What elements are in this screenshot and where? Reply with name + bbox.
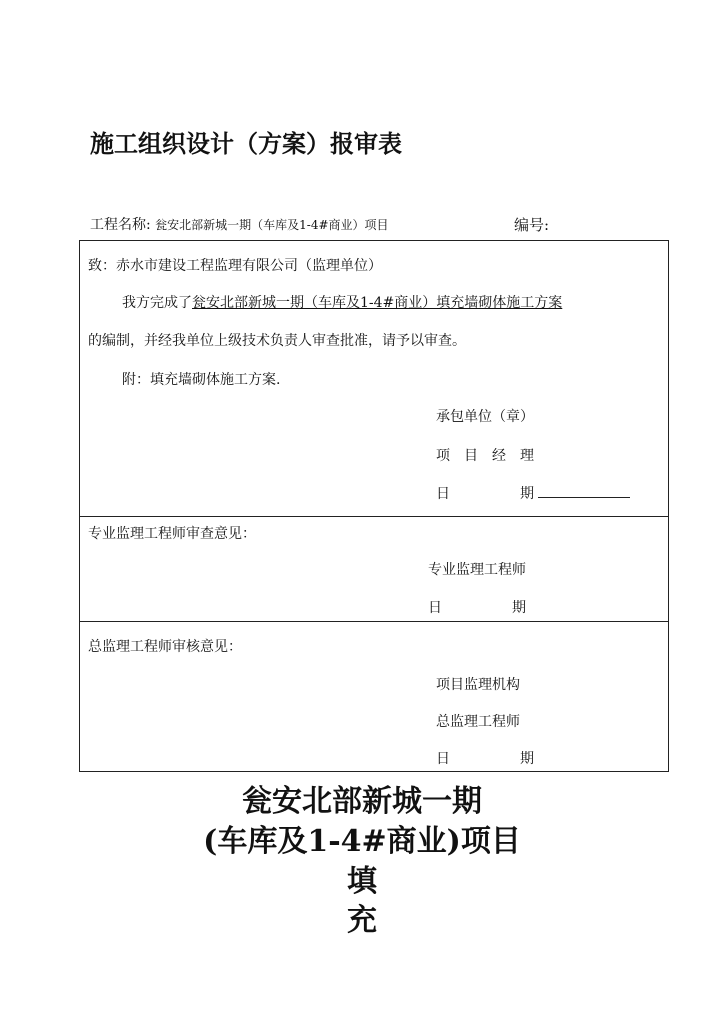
date-label: 日 期 (436, 486, 534, 502)
approval-form-table (79, 240, 669, 772)
addressee: 致：赤水市建设工程监理有限公司（监理单位） (88, 258, 382, 274)
number-label: 编号: (514, 216, 550, 234)
date-row (436, 483, 630, 503)
statement-intro: 我方完成了 (122, 295, 192, 311)
project-name-row (90, 214, 389, 234)
cover-title-line1: 瓮安北部新城一期 (242, 784, 482, 819)
specialist-review-heading: 专业监理工程师审查意见： (88, 526, 256, 542)
chief-engineer: 总监理工程师 (436, 714, 520, 730)
plan-name: 瓮安北部新城一期（车库及1-4#商业）填充墙砌体施工方案 (192, 295, 563, 311)
attachment: 附：填充墙砌体施工方案. (122, 372, 281, 388)
specialist-engineer: 专业监理工程师 (428, 562, 526, 578)
specialist-date: 日 期 (428, 600, 526, 616)
project-manager: 项 目 经 理 (436, 448, 534, 464)
project-label: 工程名称: (90, 217, 151, 233)
chief-review-heading: 总监理工程师审核意见： (88, 639, 242, 655)
statement-continuation: 的编制，并经我单位上级技术负责人审查批准，请予以审查。 (88, 333, 466, 349)
project-name: 瓮安北部新城一期（车库及1-4#商业）项目 (155, 218, 389, 232)
supervision-org: 项目监理机构 (436, 677, 520, 693)
statement-line (122, 292, 562, 312)
divider (80, 516, 668, 517)
cover-title-line4: 充 (347, 903, 377, 938)
date-blank-line (538, 484, 630, 498)
cover-title-line3: 填 (347, 864, 377, 899)
cover-title-line2: (车库及1-4#商业)项目 (203, 824, 521, 859)
contractor-seal: 承包单位（章） (436, 409, 534, 425)
form-title: 施工组织设计（方案）报审表 (90, 130, 402, 158)
chief-date: 日 期 (436, 751, 534, 767)
divider (80, 621, 668, 622)
